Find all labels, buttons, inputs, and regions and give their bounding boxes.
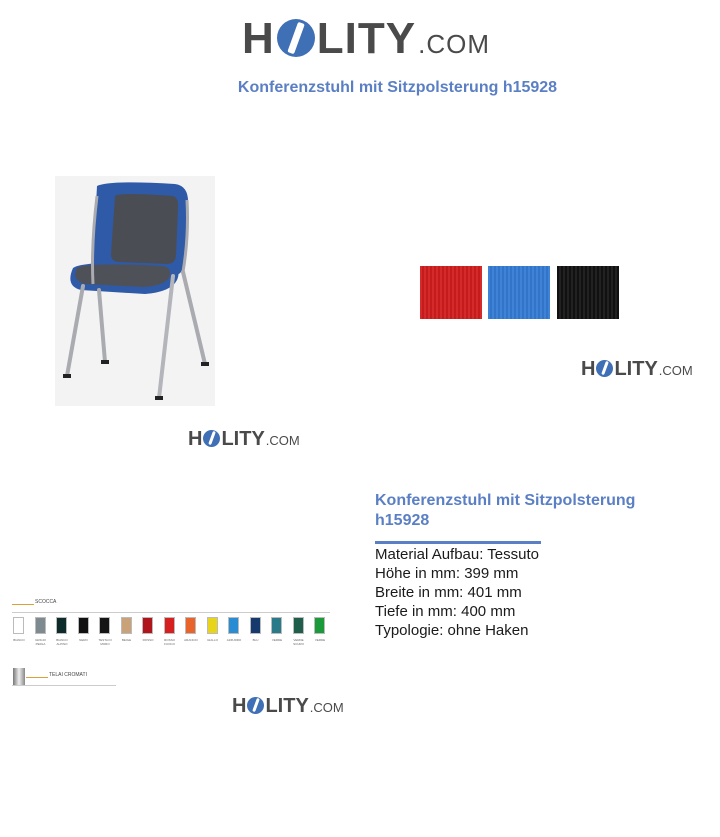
color-chip-caption: BIANCO [13, 638, 25, 642]
logo-suffix: .COM [658, 363, 693, 378]
fabric-swatch-black [557, 266, 619, 319]
logo-text-right: LITY [221, 428, 265, 450]
color-chip-caption: VERDE SCURO [293, 638, 304, 646]
color-chip-caption: BEIGE [121, 638, 132, 642]
logo-suffix: .COM [265, 433, 300, 448]
color-chip-caption: ARANCIO [184, 638, 198, 642]
color-chip-caption: GRIGIO PERLA [35, 638, 46, 646]
color-chip [56, 617, 67, 634]
brand-logo-chair [188, 428, 300, 451]
spec-width: Breite in mm: 401 mm [375, 584, 522, 601]
color-chip [78, 617, 89, 634]
logo-o-icon [247, 697, 264, 714]
color-chip [121, 617, 132, 634]
brand-logo-swatches [581, 358, 693, 381]
chart-label-shell: SCOCCA [35, 599, 57, 605]
logo-o-icon [277, 19, 315, 57]
color-chip-caption: TESTA DI MORO [98, 638, 112, 646]
brand-logo-chart [232, 695, 344, 718]
logo-suffix: .COM [309, 700, 344, 715]
color-chip-caption: ROSSO FUOCO [164, 638, 175, 646]
color-chip [314, 617, 325, 634]
title-underline [375, 541, 541, 544]
color-chip [293, 617, 304, 634]
product-image [55, 176, 215, 406]
logo-text-right: LITY [614, 358, 658, 380]
color-chip [99, 617, 110, 634]
color-chip [250, 617, 261, 634]
color-chip-caption: NERO [79, 638, 88, 642]
color-chip-caption: BLU [252, 638, 259, 642]
logo-text-left: H [242, 14, 275, 63]
color-chip-caption: BIANCO ALPINO [56, 638, 68, 646]
color-chip [271, 617, 282, 634]
chart-divider [12, 612, 330, 613]
color-chip [207, 617, 218, 634]
color-chip [164, 617, 175, 634]
page-title: Konferenzstuhl mit Sitzpolsterung h15928 [237, 79, 558, 96]
spec-depth: Tiefe in mm: 400 mm [375, 603, 516, 620]
spec-material: Material Aufbau: Tessuto [375, 546, 539, 563]
logo-text-right: LITY [316, 14, 417, 63]
chart-label-frame: TELAI CROMATI [49, 672, 87, 678]
chart-pointer-line [26, 677, 48, 678]
fabric-swatch-blue [488, 266, 550, 319]
chrome-frame-swatch [13, 668, 25, 686]
logo-text-left: H [188, 428, 203, 450]
logo-o-icon [203, 430, 220, 447]
color-chip [228, 617, 239, 634]
color-chip [142, 617, 153, 634]
color-chip-caption: AZZURRO [226, 638, 242, 642]
color-chip [185, 617, 196, 634]
color-chip-caption: VERDE [271, 638, 283, 642]
color-chip [35, 617, 46, 634]
product-title: Konferenzstuhl mit Sitzpolsterung h15928 [375, 492, 636, 529]
logo-suffix: .COM [418, 29, 490, 59]
logo-text-right: LITY [265, 695, 309, 717]
spec-typology: Typologie: ohne Haken [375, 622, 529, 639]
color-chip-caption: GIALLO [207, 638, 218, 642]
product-specs [375, 545, 539, 640]
color-chip-caption: VERDE [314, 638, 326, 642]
color-chip-caption: ROSSO [142, 638, 154, 642]
chair-illustration [55, 176, 215, 406]
color-chip [13, 617, 24, 634]
brand-logo[interactable] [242, 14, 490, 64]
spec-height: Höhe in mm: 399 mm [375, 565, 519, 582]
fabric-swatch-red [420, 266, 482, 319]
logo-text-left: H [581, 358, 596, 380]
logo-o-icon [596, 360, 613, 377]
logo-text-left: H [232, 695, 247, 717]
chart-pointer-line [12, 604, 34, 605]
chart-divider [12, 685, 116, 686]
